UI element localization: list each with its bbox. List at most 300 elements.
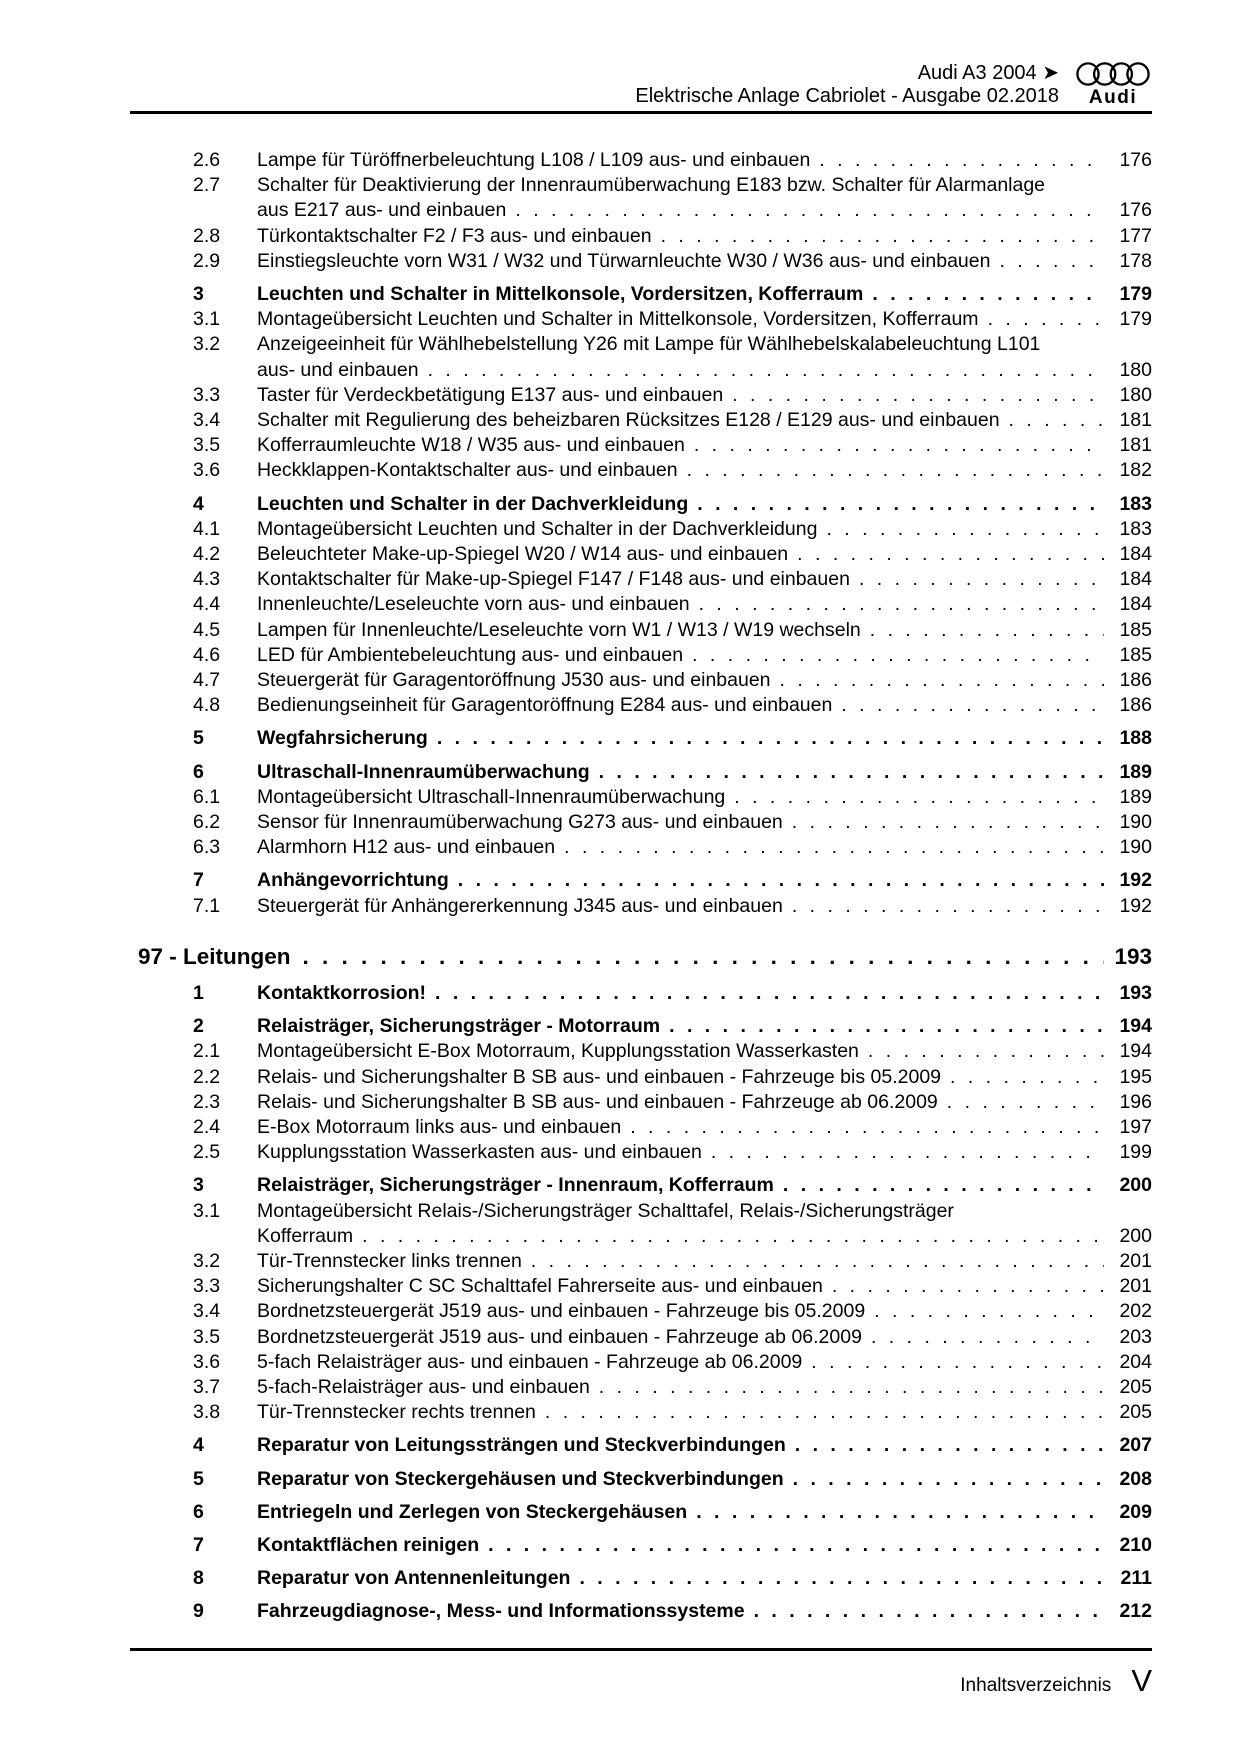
- toc-entry-number: 5: [193, 1467, 204, 1490]
- toc-entry-last-line: [257, 1566, 1152, 1591]
- toc-entry-last-line: [138, 941, 1152, 973]
- toc-entry-number: 4.7: [193, 669, 221, 692]
- toc-entry-body: [257, 173, 1152, 223]
- toc-entry-number: 3: [193, 283, 204, 306]
- toc-entry-number: 7: [193, 1533, 204, 1556]
- toc-entry-title: Montageübersicht Leuchten und Schalter in der Dachverkleidung: [257, 517, 818, 540]
- toc-entry-page: 184: [1119, 568, 1152, 591]
- dot-leader: [531, 1249, 1104, 1274]
- toc-entry-last-line: [257, 1039, 1152, 1064]
- toc-entry-last-line: [257, 618, 1152, 643]
- toc-entry-last-line: [257, 1375, 1152, 1400]
- toc-entry-last-line: [257, 981, 1152, 1006]
- toc-entry: [130, 383, 1152, 408]
- toc-entry-body: [257, 668, 1152, 693]
- dot-leader: [696, 1500, 1104, 1525]
- toc-entry: [130, 173, 1152, 223]
- toc-entry-body: [257, 249, 1152, 274]
- dot-leader: [697, 492, 1104, 517]
- toc-entry-page: 197: [1119, 1115, 1152, 1138]
- toc-entry-page: 200: [1119, 1224, 1152, 1247]
- toc-entry-body: [257, 1566, 1152, 1591]
- toc-entry-body: [257, 1274, 1152, 1299]
- toc-entry: [130, 1467, 1152, 1492]
- toc-entry-page: 178: [1119, 249, 1152, 272]
- toc-entry: [130, 1274, 1152, 1299]
- toc-entry-number: 3.1: [193, 308, 221, 331]
- dot-leader: [811, 1350, 1104, 1375]
- toc-entry-title: Relais- und Sicherungshalter B SB aus- und einbauen - Fahrzeuge bis 05.2009: [257, 1065, 942, 1088]
- toc-entry-title: Kofferraum: [257, 1224, 354, 1247]
- dot-leader: [711, 1140, 1104, 1165]
- toc-entry-number: 2.9: [193, 249, 221, 272]
- toc-entry: [130, 1325, 1152, 1350]
- toc-entry-last-line: [257, 148, 1152, 173]
- toc-entry-last-line: [257, 433, 1152, 458]
- toc-entry-page: 189: [1119, 785, 1152, 808]
- dot-leader: [732, 383, 1104, 408]
- toc-entry-page: 181: [1119, 409, 1152, 432]
- toc-entry-body: [257, 224, 1152, 249]
- dot-leader: [947, 1090, 1104, 1115]
- toc-entry-body: [257, 1039, 1152, 1064]
- toc-entry-body: [257, 383, 1152, 408]
- dot-leader: [792, 894, 1104, 919]
- brand-block: [1074, 60, 1152, 108]
- dot-leader: [1009, 408, 1104, 433]
- toc-entry-last-line: [257, 408, 1152, 433]
- toc-entry-title: Leuchten und Schalter in der Dachverkleidung: [257, 492, 689, 515]
- toc-entry: [130, 760, 1152, 785]
- toc-entry: [130, 868, 1152, 893]
- toc-entry-last-line: [257, 868, 1152, 893]
- toc-entry-last-line: [257, 1090, 1152, 1115]
- toc-entry-last-line: [257, 249, 1152, 274]
- dot-leader: [699, 592, 1104, 617]
- dot-leader: [362, 1224, 1104, 1249]
- toc-entry-number: 1: [193, 981, 204, 1004]
- toc-entry: [130, 492, 1152, 517]
- toc-entry-page: 200: [1119, 1174, 1152, 1197]
- toc-entry: [130, 668, 1152, 693]
- toc-entry-last-line: [257, 760, 1152, 785]
- toc-entry-number: 2.2: [193, 1065, 221, 1088]
- toc-entry-page: 180: [1119, 383, 1152, 406]
- toc-entry-page: 186: [1119, 669, 1152, 692]
- dot-leader: [793, 1467, 1104, 1492]
- toc-entry-title: Anzeigeeinheit für Wählhebelstellung Y26 mit Lampe für Wählhebelskalabeleuchtung L101: [257, 333, 1041, 356]
- toc-entry-last-line: [257, 592, 1152, 617]
- toc-entry: [130, 433, 1152, 458]
- toc-entry-last-line: [257, 1533, 1152, 1558]
- toc-entry-body: [257, 1065, 1152, 1090]
- toc-entry-last-line: [257, 542, 1152, 567]
- toc-entry-number: 2: [193, 1015, 204, 1038]
- toc-entry-number: 2.7: [193, 174, 221, 197]
- toc-entry-number: 6.2: [193, 811, 221, 834]
- toc-entry-number: 3.4: [193, 409, 221, 432]
- toc-entry-body: [257, 542, 1152, 567]
- dot-leader: [859, 567, 1104, 592]
- toc-entry-body: [257, 592, 1152, 617]
- toc-entry-title: Bordnetzsteuergerät J519 aus- und einbauen - Fahrzeuge ab 06.2009: [257, 1325, 862, 1348]
- dot-leader: [795, 1433, 1104, 1458]
- toc-entry-title: Lampe für Türöffnerbeleuchtung L108 / L109 aus- und einbauen: [257, 149, 811, 171]
- toc-entry-title: 5-fach Relaisträger aus- und einbauen - Fahrzeuge ab 06.2009: [257, 1350, 803, 1373]
- toc-entry-number: 4.4: [193, 593, 221, 616]
- toc-entry-page: 212: [1119, 1600, 1152, 1623]
- toc-entry-title: Montageübersicht E-Box Motorraum, Kupplungsstation Wasserkasten: [257, 1040, 859, 1063]
- toc-entry-page: 176: [1119, 199, 1152, 222]
- toc-entry: [130, 1400, 1152, 1425]
- toc-entry-page: 195: [1119, 1065, 1152, 1088]
- toc-entry: [130, 643, 1152, 668]
- toc-entry: [130, 1500, 1152, 1525]
- dot-leader: [868, 1039, 1104, 1064]
- toc-entry-last-line: [257, 1140, 1152, 1165]
- toc-entry-number: 3.4: [193, 1300, 221, 1323]
- dot-leader: [870, 618, 1104, 643]
- toc-entry: [130, 1350, 1152, 1375]
- toc-entry-number: 3.2: [193, 333, 221, 356]
- toc-entry-title: Bedienungseinheit für Garagentoröffnung E284 aus- und einbauen: [257, 694, 833, 717]
- toc-entry-title: Montageübersicht Relais-/Sicherungsträger Schalttafel, Relais-/Sicherungsträger: [257, 1199, 954, 1222]
- toc-entry-page: 179: [1119, 283, 1152, 306]
- dot-leader: [545, 1400, 1104, 1425]
- toc-entry: [130, 835, 1152, 860]
- toc-entry-title: Alarmhorn H12 aus- und einbauen: [257, 836, 556, 859]
- toc-entry-body: [257, 618, 1152, 643]
- toc-entry: [130, 1433, 1152, 1458]
- toc-entry: [130, 1039, 1152, 1064]
- toc-entry-number: 2.8: [193, 224, 221, 247]
- dot-leader: [999, 249, 1104, 274]
- toc-entry-title: Türkontaktschalter F2 / F3 aus- und einbauen: [257, 224, 652, 247]
- toc-entry-last-line: [257, 1115, 1152, 1140]
- toc-entry-page: 183: [1119, 492, 1152, 515]
- dot-leader: [780, 668, 1104, 693]
- toc-entry-number: 3.2: [193, 1249, 221, 1272]
- toc-entry: [130, 1065, 1152, 1090]
- dot-leader: [950, 1065, 1104, 1090]
- toc-entry-number: 7.1: [193, 894, 221, 917]
- dot-leader: [692, 643, 1104, 668]
- toc-entry-title: Wegfahrsicherung: [257, 727, 428, 750]
- toc-entry-number: 3.5: [193, 434, 221, 457]
- toc-entry-body: [257, 517, 1152, 542]
- toc-entry-body: [257, 868, 1152, 893]
- dot-leader: [819, 148, 1104, 173]
- toc-entry-number: 6.1: [193, 785, 221, 808]
- header-edition-line: Elektrische Anlage Cabriolet - Ausgabe 02.2018: [635, 85, 1059, 107]
- toc-entry-number: 2.1: [193, 1040, 221, 1063]
- toc-list: [130, 148, 1152, 1625]
- toc-entry-page: 190: [1119, 836, 1152, 859]
- toc-entry-body: [257, 835, 1152, 860]
- toc-entry-title: Taster für Verdeckbetätigung E137 aus- und einbauen: [257, 383, 724, 406]
- toc-entry-last-line: [257, 517, 1152, 542]
- toc-entry-page: 208: [1119, 1467, 1152, 1490]
- toc-entry-body: [257, 1599, 1152, 1624]
- toc-entry-body: [257, 785, 1152, 810]
- toc-entry-title: Kontaktflächen reinigen: [257, 1533, 480, 1556]
- dot-leader: [599, 760, 1104, 785]
- toc-entry-number: 3.8: [193, 1401, 221, 1424]
- toc-entry-page: 207: [1119, 1434, 1152, 1457]
- toc-entry-number: 7: [193, 869, 204, 892]
- toc-entry-page: 202: [1119, 1300, 1152, 1323]
- dot-leader: [783, 1173, 1104, 1198]
- toc-entry-last-line: [257, 282, 1152, 307]
- toc-entry-number: 8: [193, 1567, 204, 1590]
- toc-entry-title: Kontaktkorrosion!: [257, 981, 427, 1004]
- toc-entry-number: 4.8: [193, 694, 221, 717]
- toc-entry-last-line: [257, 358, 1152, 383]
- toc-entry-page: 189: [1119, 760, 1152, 783]
- toc-entry-title: Kupplungsstation Wasserkasten aus- und einbauen: [257, 1141, 702, 1164]
- header-model-line: Audi A3 2004 ➤: [917, 62, 1059, 84]
- toc-entry-title: Reparatur von Antennenleitungen: [257, 1567, 571, 1590]
- toc-entry: [130, 785, 1152, 810]
- toc-entry-page: 205: [1119, 1375, 1152, 1398]
- dot-leader: [872, 282, 1104, 307]
- toc-entry: [130, 249, 1152, 274]
- dot-leader: [669, 1014, 1104, 1039]
- toc-entry-page: 194: [1119, 1040, 1152, 1063]
- toc-entry: [130, 542, 1152, 567]
- toc-entry-page: 186: [1119, 694, 1152, 717]
- toc-entry-page: 184: [1119, 593, 1152, 616]
- toc-entry-body: [257, 307, 1152, 332]
- toc-entry-number: 4: [193, 1434, 204, 1457]
- toc-entry-page: 180: [1119, 358, 1152, 381]
- toc-entry-body: [257, 408, 1152, 433]
- toc-entry: [130, 592, 1152, 617]
- toc-entry: [130, 1090, 1152, 1115]
- toc-entry-number: 2.5: [193, 1141, 221, 1164]
- toc-entry-title: 5-fach-Relaisträger aus- und einbauen: [257, 1375, 590, 1398]
- toc-entry-body: [257, 981, 1152, 1006]
- toc-entry: [130, 458, 1152, 483]
- toc-entry-page: 209: [1119, 1500, 1152, 1523]
- toc-entry-number: 4.3: [193, 568, 221, 591]
- toc-entry-last-line: [257, 458, 1152, 483]
- toc-entry-title: Heckklappen-Kontaktschalter aus- und einbauen: [257, 459, 678, 482]
- dot-leader: [599, 1375, 1104, 1400]
- dot-leader: [630, 1115, 1104, 1140]
- dot-leader: [303, 941, 1104, 966]
- toc-entry-title: Sensor für Innenraumüberwachung G273 aus- und einbauen: [257, 811, 783, 834]
- toc-entry: [130, 1199, 1152, 1249]
- toc-entry-title: aus- und einbauen: [257, 358, 419, 381]
- toc-entry-last-line: [257, 785, 1152, 810]
- toc-entry-page: 179: [1119, 308, 1152, 331]
- toc-entry-title: Kontaktschalter für Make-up-Spiegel F147 / F148 aus- und einbauen: [257, 568, 850, 591]
- dot-leader: [734, 785, 1104, 810]
- dot-leader: [435, 981, 1104, 1006]
- toc-entry-title: Schalter für Deaktivierung der Innenraumüberwachung E183 bzw. Schalter für Alarmanlage: [257, 174, 1046, 197]
- toc-entry-title: LED für Ambientebeleuchtung aus- und einbauen: [257, 643, 684, 666]
- toc-entry: [130, 1599, 1152, 1624]
- toc-entry-body: [257, 1533, 1152, 1558]
- toc-entry-last-line: [257, 1274, 1152, 1299]
- toc-entry-last-line: [257, 1500, 1152, 1525]
- audi-rings-icon: [1075, 60, 1151, 88]
- toc-entry: [130, 810, 1152, 835]
- toc-entry: [130, 1173, 1152, 1198]
- dot-leader: [515, 198, 1104, 223]
- toc-entry-last-line: [257, 810, 1152, 835]
- toc-entry-number: 3.3: [193, 1275, 221, 1298]
- toc-chapter-heading: [130, 941, 1152, 973]
- toc-entry-body: [257, 1014, 1152, 1039]
- toc-entry-last-line: [257, 1065, 1152, 1090]
- dot-leader: [988, 307, 1104, 332]
- toc-entry-number: 2.4: [193, 1115, 221, 1138]
- toc-entry-body: [257, 726, 1152, 751]
- toc-entry: [130, 307, 1152, 332]
- toc-entry-body: [257, 1173, 1152, 1198]
- toc-entry-body: [257, 1350, 1152, 1375]
- toc-entry-title: Sicherungshalter C SC Schalttafel Fahrerseite aus- und einbauen: [257, 1275, 823, 1298]
- toc-entry-title: Steuergerät für Anhängererkennung J345 aus- und einbauen: [257, 894, 783, 917]
- toc-entry-body: [257, 810, 1152, 835]
- toc-entry-title: E-Box Motorraum links aus- und einbauen: [257, 1115, 622, 1138]
- toc-entry-last-line: [257, 835, 1152, 860]
- toc-entry-body: [257, 1500, 1152, 1525]
- toc-entry-last-line: [257, 668, 1152, 693]
- toc-entry-title: Relaisträger, Sicherungsträger - Innenraum, Kofferraum: [257, 1174, 774, 1197]
- toc-entry-last-line: [257, 643, 1152, 668]
- toc-entry-last-line: [257, 383, 1152, 408]
- toc-entry: [130, 332, 1152, 382]
- toc-entry-last-line: [257, 1014, 1152, 1039]
- toc-entry-body: [257, 760, 1152, 785]
- toc-entry-body: [257, 1090, 1152, 1115]
- toc-entry-page: 210: [1119, 1533, 1152, 1556]
- toc-entry-title: Innenleuchte/Leseleuchte vorn aus- und einbauen: [257, 593, 690, 616]
- toc-entry-number: 3.6: [193, 459, 221, 482]
- toc-entry-title: Schalter mit Regulierung des beheizbaren Rücksitzes E128 / E129 aus- und einbauen: [257, 409, 1000, 432]
- toc-entry: [130, 726, 1152, 751]
- toc-entry-body: [257, 433, 1152, 458]
- footer-text-block: [130, 1665, 1152, 1697]
- toc-entry-number: 2.6: [193, 149, 221, 171]
- toc-entry-title: 97 - Leitungen: [138, 943, 291, 969]
- dot-leader: [792, 810, 1104, 835]
- toc-entry-page: 193: [1114, 943, 1152, 969]
- toc-entry-body: [257, 1140, 1152, 1165]
- toc-entry-page: 181: [1119, 434, 1152, 457]
- toc-entry-page: 176: [1119, 149, 1152, 171]
- toc-entry-last-line: [257, 198, 1152, 223]
- toc-entry-last-line: [257, 1173, 1152, 1198]
- dot-leader: [437, 726, 1104, 751]
- toc-entry-body: [257, 1433, 1152, 1458]
- toc-entry-body: [257, 1467, 1152, 1492]
- toc-entry: [130, 1566, 1152, 1591]
- toc-entry: [130, 517, 1152, 542]
- dot-leader: [661, 224, 1104, 249]
- toc-entry: [130, 567, 1152, 592]
- toc-entry-title: Steuergerät für Garagentoröffnung J530 aus- und einbauen: [257, 669, 771, 692]
- toc-entry-title: Lampen für Innenleuchte/Leseleuchte vorn W1 / W13 / W19 wechseln: [257, 618, 861, 641]
- toc-entry-number: 5: [193, 727, 204, 750]
- toc-entry-last-line: [257, 1400, 1152, 1425]
- toc-entry-title: Entriegeln und Zerlegen von Steckergehäusen: [257, 1500, 688, 1523]
- toc-entry-page: 194: [1119, 1015, 1152, 1038]
- toc-entry-number: 3.3: [193, 383, 221, 406]
- toc-entry-body: [257, 693, 1152, 718]
- toc-entry-title: Bordnetzsteuergerät J519 aus- und einbauen - Fahrzeuge bis 05.2009: [257, 1300, 866, 1323]
- toc-entry-page: 201: [1119, 1275, 1152, 1298]
- toc-entry: [130, 894, 1152, 919]
- toc-entry-body: [257, 894, 1152, 919]
- header-text-block: [635, 62, 1059, 108]
- toc-entry-body: [257, 1249, 1152, 1274]
- toc-entry-number: 4.1: [193, 517, 221, 540]
- dot-leader: [564, 835, 1104, 860]
- toc-entry: [130, 1014, 1152, 1039]
- toc-entry-number: 9: [193, 1600, 204, 1623]
- toc-entry-body: [130, 941, 1152, 973]
- toc-entry-title: Beleuchteter Make-up-Spiegel W20 / W14 aus- und einbauen: [257, 543, 789, 566]
- toc-entry-last-line: [257, 1350, 1152, 1375]
- footer-rule: [130, 1648, 1152, 1651]
- footer-page-number: V: [1131, 1663, 1152, 1698]
- dot-leader: [488, 1533, 1104, 1558]
- toc-entry: [130, 1375, 1152, 1400]
- toc-entry-page: 177: [1119, 224, 1152, 247]
- toc-entry-body: [257, 492, 1152, 517]
- toc-entry: [130, 282, 1152, 307]
- toc-entry-body: [257, 148, 1152, 173]
- toc-entry-page: 190: [1119, 811, 1152, 834]
- toc-entry: [130, 618, 1152, 643]
- toc-entry-title: Reparatur von Steckergehäusen und Steckverbindungen: [257, 1467, 784, 1490]
- toc-entry-title: Ultraschall-Innenraumüberwachung: [257, 760, 590, 783]
- toc-entry: [130, 408, 1152, 433]
- toc-entry-page: 201: [1119, 1249, 1152, 1272]
- toc-entry-last-line: [257, 1467, 1152, 1492]
- toc-entry-number: 4.2: [193, 543, 221, 566]
- toc-entry-title: Montageübersicht Leuchten und Schalter in Mittelkonsole, Vordersitzen, Kofferraum: [257, 308, 979, 331]
- toc-entry-last-line: [257, 726, 1152, 751]
- toc-entry-page: 182: [1119, 459, 1152, 482]
- toc-entry-body: [257, 1325, 1152, 1350]
- dot-leader: [754, 1599, 1104, 1624]
- toc-entry-title: Montageübersicht Ultraschall-Innenraumüberwachung: [257, 785, 726, 808]
- toc-entry-number: 6.3: [193, 836, 221, 859]
- toc-entry-body: [257, 1299, 1152, 1324]
- toc-entry-title: Tür-Trennstecker rechts trennen: [257, 1401, 536, 1424]
- toc-entry-number: 2.3: [193, 1090, 221, 1113]
- toc-entry-title: Leuchten und Schalter in Mittelkonsole, Vordersitzen, Kofferraum: [257, 283, 864, 306]
- toc-entry-page: 199: [1119, 1141, 1152, 1164]
- toc-entry-title: Relaisträger, Sicherungsträger - Motorraum: [257, 1015, 661, 1038]
- toc-entry-number: 3.6: [193, 1350, 221, 1373]
- toc-entry-last-line: [257, 693, 1152, 718]
- toc-entry-title: Fahrzeugdiagnose-, Mess- und Informationssysteme: [257, 1600, 745, 1623]
- toc-entry-body: [257, 1199, 1152, 1249]
- toc-entry-title: Kofferraumleuchte W18 / W35 aus- und einbauen: [257, 434, 685, 457]
- toc-entry-body: [257, 1115, 1152, 1140]
- dot-leader: [797, 542, 1104, 567]
- toc-entry-last-line: [257, 567, 1152, 592]
- dot-leader: [832, 1274, 1104, 1299]
- dot-leader: [871, 1325, 1104, 1350]
- toc-entry-number: 4.6: [193, 643, 221, 666]
